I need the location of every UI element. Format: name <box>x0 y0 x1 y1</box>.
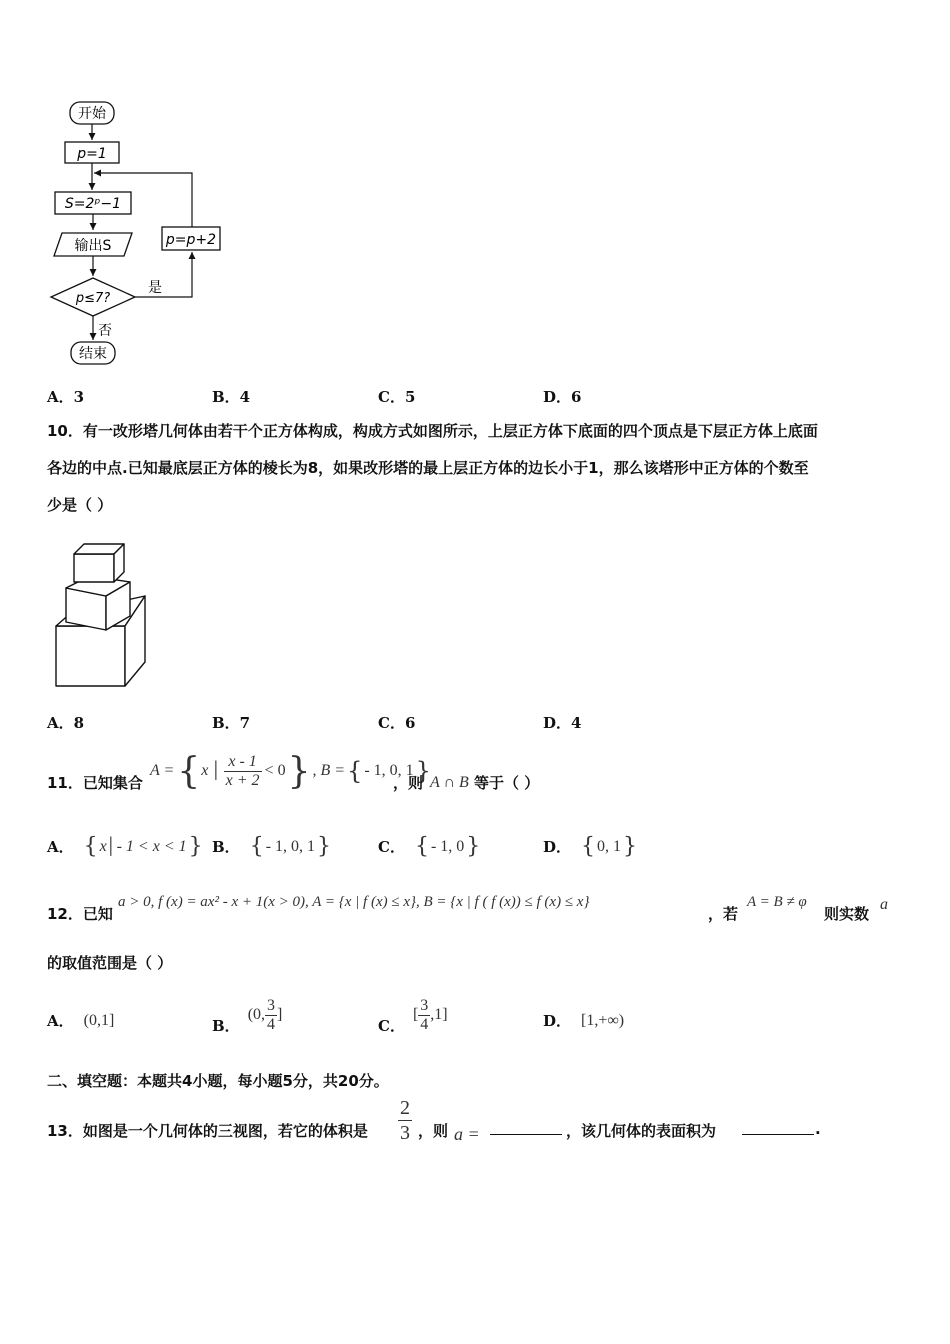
q10-option-a[interactable]: A．8 <box>47 714 85 732</box>
q13-prefix: 13．如图是一个几何体的三视图，若它的体积是 <box>47 1122 368 1140</box>
q12-option-c-label: C． <box>378 1016 405 1035</box>
q11-mid: ，则 <box>393 774 424 792</box>
q12-prefix: 12．已知 <box>47 905 113 923</box>
q12-option-b-num: 3 <box>267 996 276 1014</box>
q10-text-line3: 少是（ ） <box>47 496 113 514</box>
q13-var: a = <box>454 1124 480 1144</box>
q11-option-b[interactable]: B． { - 1, 0, 1 } <box>212 834 332 859</box>
flow-start-text: 开始 <box>78 106 106 122</box>
flow-yes-label: 是 <box>148 280 162 296</box>
q11-option-a-label: A． <box>47 838 74 856</box>
q11-set-b-vals: - 1, 0, 1 <box>364 762 414 779</box>
q12-option-c-pre: [ <box>412 1006 419 1023</box>
q11-option-d[interactable]: D． { 0, 1 } <box>543 834 638 859</box>
q11-frac-den: x + 2 <box>225 771 260 789</box>
q11-option-c-label: C． <box>378 838 405 856</box>
q12-line2: 的取值范围是（ ） <box>47 954 173 972</box>
q13-mid: ，则 <box>418 1122 449 1140</box>
q10-option-b[interactable]: B．7 <box>212 714 251 732</box>
q10-option-d[interactable]: D．4 <box>543 714 582 732</box>
q13-frac-den: 3 <box>400 1122 410 1144</box>
q11-option-c[interactable]: C． { - 1, 0 } <box>378 834 481 859</box>
q11-left-brace: { <box>177 750 201 792</box>
flow-compute-text: S=2ᵖ−1 <box>64 196 122 212</box>
q11-option-d-label: D． <box>543 838 572 856</box>
q12-option-a-math: (0,1] <box>83 1011 115 1029</box>
q11-option-d-math: 0, 1 <box>597 837 622 855</box>
q12-condition: a > 0, f (x) = ax² - x + 1(x > 0), A = {x | f (x) ≤ x}, B = {x | f ( f (x)) ≤ f (x) ≤ x} <box>118 894 590 910</box>
q11-fraction <box>224 753 262 790</box>
q11-set-a-var: x <box>201 762 209 779</box>
q12-option-b[interactable] <box>212 990 282 1040</box>
q12-option-a-label: A． <box>47 1012 74 1030</box>
q10-text-line1: 10．有一改形塔几何体由若干个正方体构成，构成方式如图所示，上层正方体下底面的四个顶点是下层正方体上底面 <box>47 422 818 440</box>
flow-increment-text: p=p+2 <box>165 232 217 248</box>
q13-end: . <box>815 1120 821 1138</box>
q13-answer-blank-area[interactable] <box>742 1134 814 1135</box>
q12-option-c-post: ,1] <box>430 1006 448 1023</box>
q13-answer-blank-a[interactable] <box>490 1134 562 1135</box>
q11-option-b-math: - 1, 0, 1 <box>265 837 316 855</box>
q12-var: a <box>880 896 888 913</box>
q11-set-a-lhs: A = <box>150 762 175 779</box>
flow-end-text: 结束 <box>79 346 107 362</box>
cube-tower-figure <box>50 538 155 690</box>
q12-option-d-label: D． <box>543 1012 572 1030</box>
q9-option-c[interactable]: C．5 <box>378 388 416 406</box>
q12-cond2: A = B ≠ φ <box>747 894 807 910</box>
q11-suffix: 等于（ ） <box>474 774 540 792</box>
q13-fraction <box>398 1096 412 1145</box>
flow-no-label: 否 <box>98 323 112 339</box>
flow-decision-text: p≤7? <box>75 291 111 306</box>
q11-intersection: A ∩ B <box>430 774 469 791</box>
flow-init-text: p=1 <box>77 146 107 162</box>
q12-option-d[interactable] <box>543 1010 624 1031</box>
q11-frac-num: x - 1 <box>224 753 262 772</box>
q10-text-line2: 各边的中点.已知最底层正方体的棱长为8，如果改形塔的最上层正方体的边长小于1，那么该塔形中正方体的个数至 <box>47 459 809 477</box>
q10-option-c[interactable]: C．6 <box>378 714 416 732</box>
q11-option-b-label: B． <box>212 838 240 856</box>
q12-option-b-pre: (0, <box>247 1006 266 1023</box>
q11-set-a-rel: < 0 <box>264 762 286 779</box>
q12-option-b-label: B． <box>212 1016 240 1035</box>
q13-mid2: ，该几何体的表面积为 <box>566 1122 717 1140</box>
q13-frac-num: 2 <box>400 1097 410 1119</box>
q12-option-c-num: 3 <box>420 996 429 1014</box>
q12-option-b-post: ] <box>277 1006 283 1023</box>
q12-option-b-frac <box>265 997 277 1034</box>
q12-mid: ，若 <box>708 905 739 923</box>
flowchart-figure <box>40 95 240 370</box>
q12-option-a[interactable] <box>47 1010 114 1031</box>
q11-set-b: , B = <box>312 762 346 779</box>
q11-option-a-math: x│- 1 < x < 1 <box>99 837 187 855</box>
q11-set-expression: A = { x │ $\frac{x - 1}{x + 2}$ < 0 } , B = { - 1, 0, 1 } <box>150 750 431 792</box>
q12-option-d-math: [1,+∞) <box>581 1011 625 1029</box>
section-2-title: 二、填空题：本题共4小题，每小题5分，共20分。 <box>47 1072 389 1090</box>
flow-output-text: 输出S <box>74 238 112 254</box>
q12-option-b-den: 4 <box>267 1015 276 1033</box>
q12-suffix: 则实数 <box>824 905 870 923</box>
q12-option-c-frac <box>418 997 430 1034</box>
q12-option-c[interactable] <box>378 990 448 1040</box>
q12-option-c-den: 4 <box>420 1015 429 1033</box>
q9-option-d[interactable]: D．6 <box>543 388 582 406</box>
q9-option-b[interactable]: B．4 <box>212 388 251 406</box>
q11-option-c-math: - 1, 0 <box>430 837 465 855</box>
q11-prefix: 11．已知集合 <box>47 774 143 792</box>
q11-option-a[interactable]: A． { x│- 1 < x < 1 } <box>47 834 203 859</box>
q9-option-a[interactable]: A．3 <box>47 388 85 406</box>
